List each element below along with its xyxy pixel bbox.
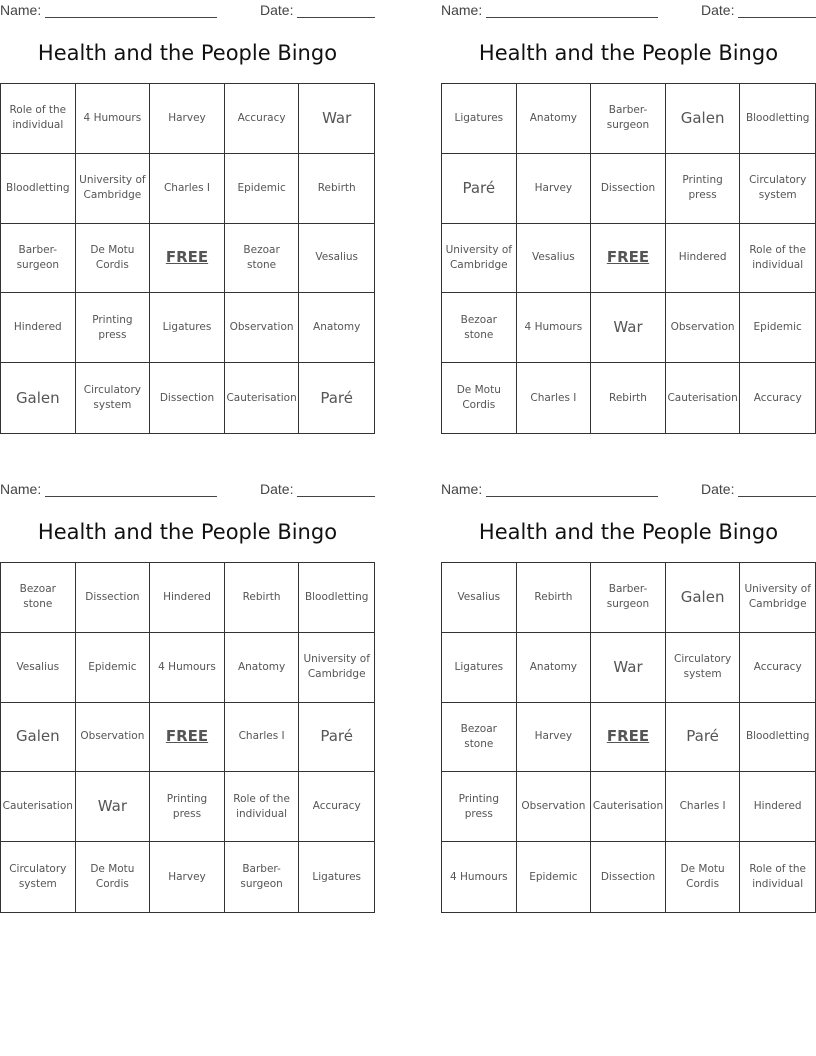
bingo-cell: Bezoar stone	[1, 563, 76, 633]
bingo-cell: Bezoar stone	[225, 224, 300, 294]
bingo-cell: Role of the individual	[740, 224, 815, 294]
bingo-free-cell: FREE	[150, 224, 225, 294]
bingo-cell: Bloodletting	[1, 154, 76, 224]
bingo-cell: Barber-surgeon	[1, 224, 76, 294]
bingo-cell: Galen	[666, 84, 741, 154]
bingo-cell: 4 Humours	[76, 84, 151, 154]
bingo-cell: Ligatures	[312, 870, 362, 883]
bingo-cell: Anatomy	[517, 633, 592, 703]
bingo-cell: Observation	[225, 293, 300, 363]
bingo-cell: Accuracy	[225, 84, 300, 154]
date-blank	[297, 496, 375, 497]
bingo-cell: Role of the individual	[749, 863, 807, 891]
bingo-cell: Charles I	[225, 703, 300, 773]
bingo-cell: Vesalius	[517, 224, 592, 294]
bingo-cell: War	[591, 293, 666, 363]
name-label: Name:	[0, 2, 42, 18]
name-blank	[486, 17, 658, 18]
bingo-cell: Hindered	[150, 563, 225, 633]
bingo-cell: Vesalius	[442, 563, 517, 633]
bingo-cell: 4 Humours	[517, 293, 592, 363]
bingo-cell: University of Cambridge	[76, 154, 151, 224]
bingo-free-cell: FREE	[150, 703, 225, 773]
bingo-cell: University of Cambridge	[740, 563, 815, 633]
bingo-cell: Galen	[1, 363, 76, 433]
bingo-cell: Ligatures	[442, 633, 517, 703]
bingo-cell: Dissection	[591, 154, 666, 224]
bingo-cell: De Motu Cordis	[442, 363, 517, 433]
bingo-cell: Role of the individual	[225, 772, 300, 842]
bingo-cell: Circulatory system	[666, 633, 741, 703]
bingo-cell: Observation	[666, 293, 741, 363]
bingo-cell: Galen	[1, 703, 76, 773]
bingo-cell: Circulatory system	[76, 363, 151, 433]
bingo-cell: De Motu Cordis	[666, 842, 741, 912]
card-header	[441, 2, 816, 20]
card-header	[441, 481, 816, 499]
bingo-card	[441, 479, 816, 913]
bingo-cell: War	[76, 772, 151, 842]
date-label: Date:	[701, 2, 735, 18]
bingo-cell: Rebirth	[299, 154, 374, 224]
bingo-cell: Bloodletting	[299, 563, 374, 633]
bingo-cell: Printing press	[442, 772, 517, 842]
name-blank	[45, 496, 217, 497]
bingo-cell: Charles I	[666, 772, 741, 842]
bingo-cell: University of Cambridge	[299, 633, 374, 703]
bingo-cell: Observation	[517, 772, 592, 842]
bingo-cell: Ligatures	[150, 293, 225, 363]
bingo-cell: Harvey	[517, 703, 592, 773]
bingo-cell: 4 Humours	[150, 633, 225, 703]
bingo-cell: Paré	[299, 703, 374, 773]
date-blank	[738, 496, 816, 497]
bingo-cell: War	[591, 633, 666, 703]
date-blank	[297, 17, 375, 18]
bingo-cell: Dissection	[76, 563, 151, 633]
name-label: Name:	[0, 481, 42, 497]
bingo-cell: Accuracy	[299, 772, 374, 842]
bingo-cell: Harvey	[150, 842, 225, 912]
bingo-cell: Epidemic	[225, 154, 300, 224]
bingo-cell: Dissection	[591, 842, 666, 912]
bingo-cell: War	[299, 84, 374, 154]
bingo-cell: De Motu Cordis	[76, 842, 151, 912]
bingo-cell: Charles I	[517, 363, 592, 433]
bingo-cell: Cauterisation	[225, 363, 300, 433]
date-blank	[738, 17, 816, 18]
bingo-cell: Rebirth	[225, 563, 300, 633]
bingo-grid	[441, 562, 816, 913]
bingo-card	[441, 0, 816, 434]
bingo-cell: Role of the individual	[1, 84, 76, 154]
bingo-cell: Circulatory system	[740, 154, 815, 224]
bingo-cell: Epidemic	[76, 633, 151, 703]
date-label: Date:	[260, 2, 294, 18]
bingo-cell: Bloodletting	[740, 703, 815, 773]
card-title: Health and the People Bingo	[37, 520, 338, 544]
bingo-cell: Vesalius	[299, 224, 374, 294]
bingo-cell: Vesalius	[1, 633, 76, 703]
name-label: Name:	[441, 481, 483, 497]
bingo-cell: Cauterisation	[666, 363, 741, 433]
bingo-cell: Bloodletting	[740, 84, 815, 154]
bingo-cell: Harvey	[517, 154, 592, 224]
bingo-cell: Epidemic	[517, 842, 592, 912]
name-blank	[45, 17, 217, 18]
name-label: Name:	[441, 2, 483, 18]
bingo-card	[0, 0, 375, 434]
bingo-cell: Paré	[666, 703, 741, 773]
bingo-card	[0, 479, 375, 913]
bingo-cell: Anatomy	[225, 633, 300, 703]
bingo-cell: Epidemic	[740, 293, 815, 363]
bingo-cell: Accuracy	[753, 391, 802, 404]
bingo-cell: Cauterisation	[1, 772, 76, 842]
bingo-cell: Hindered	[1, 293, 76, 363]
bingo-grid	[0, 562, 375, 913]
bingo-cell: Barber-surgeon	[225, 842, 300, 912]
bingo-cell: Barber-surgeon	[591, 84, 666, 154]
bingo-cell: Cauterisation	[591, 772, 666, 842]
bingo-cell: Anatomy	[517, 84, 592, 154]
bingo-cell: Bezoar stone	[442, 703, 517, 773]
bingo-grid	[441, 83, 816, 434]
date-label: Date:	[701, 481, 735, 497]
bingo-cell: Paré	[442, 154, 517, 224]
bingo-cell: Printing press	[76, 293, 151, 363]
bingo-cell: Rebirth	[591, 363, 666, 433]
bingo-cell: De Motu Cordis	[76, 224, 151, 294]
bingo-cell: Printing press	[150, 772, 225, 842]
bingo-free-cell: FREE	[591, 224, 666, 294]
bingo-free-cell: FREE	[591, 703, 666, 773]
bingo-cell: Harvey	[150, 84, 225, 154]
bingo-cell: University of Cambridge	[442, 224, 517, 294]
bingo-cell: Circulatory system	[1, 842, 76, 912]
bingo-cell: Hindered	[740, 772, 815, 842]
bingo-cell: Dissection	[150, 363, 225, 433]
bingo-cell: Charles I	[150, 154, 225, 224]
bingo-cell: Barber-surgeon	[591, 563, 666, 633]
card-title: Health and the People Bingo	[478, 41, 779, 65]
bingo-cell: Rebirth	[517, 563, 592, 633]
bingo-cell: Printing press	[666, 154, 741, 224]
bingo-cell: Ligatures	[442, 84, 517, 154]
bingo-cell: Galen	[666, 563, 741, 633]
bingo-cell: Anatomy	[299, 293, 374, 363]
date-label: Date:	[260, 481, 294, 497]
card-title: Health and the People Bingo	[37, 41, 338, 65]
bingo-cell: Bezoar stone	[442, 293, 517, 363]
bingo-cell: 4 Humours	[442, 842, 517, 912]
bingo-cell: Observation	[76, 703, 151, 773]
bingo-cell: Paré	[320, 388, 353, 407]
card-header	[0, 2, 375, 20]
bingo-grid	[0, 83, 375, 434]
card-header	[0, 481, 375, 499]
name-blank	[486, 496, 658, 497]
card-title: Health and the People Bingo	[478, 520, 779, 544]
bingo-cell: Hindered	[666, 224, 741, 294]
bingo-cell: Accuracy	[740, 633, 815, 703]
